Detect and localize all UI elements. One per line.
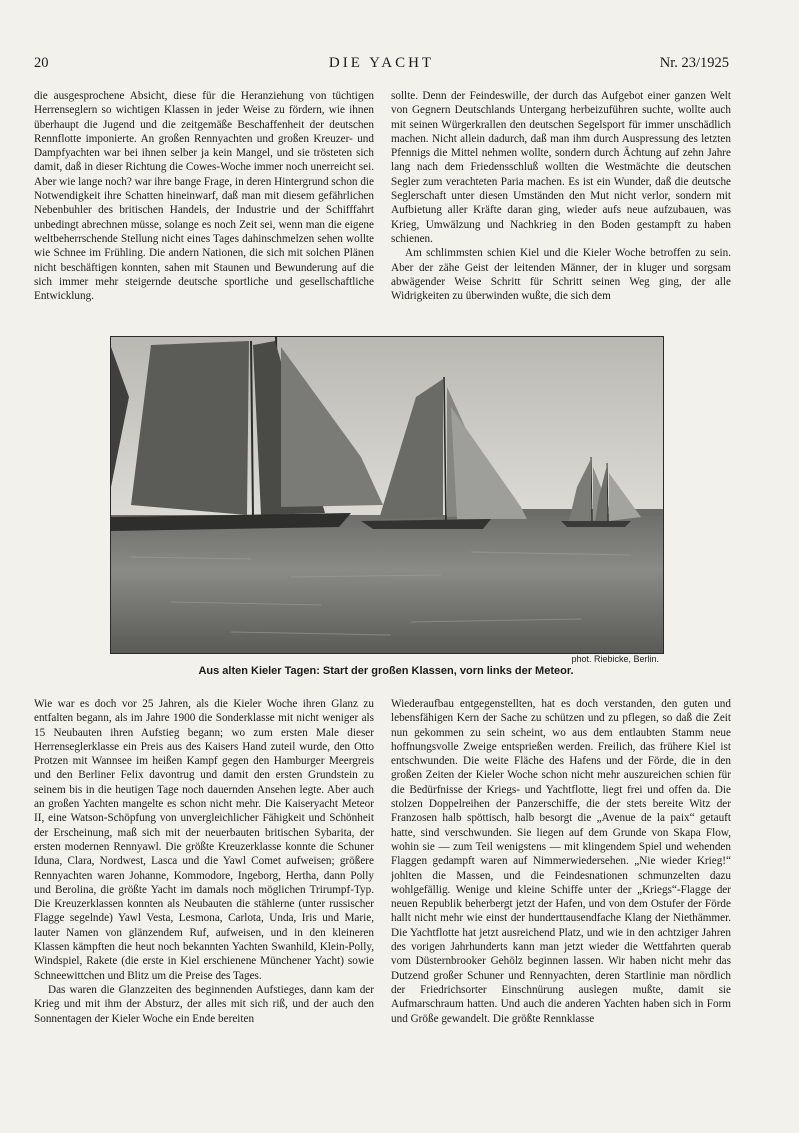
photo-yachts-regatta bbox=[110, 336, 664, 654]
column-top-left bbox=[34, 89, 374, 319]
paragraph: sollte. Denn der Feindeswille, der durch das Aufgebot einer ganzen Welt von Gegnern Deutschlands Untergang herbeizuführen suchte, wollte auch mit seinen Würgerkrallen den deutschen Segelsport für immer unschädlich machen. Nicht allein dadurch, daß man ihm durch Auspressung des letzten Pfennigs die Mittel nehmen wollte, sondern durch Ächtung auf zehn Jahre lang nach dem Friedensschluß wollten die Westmächte die deutschen Segler zum verachteten Paria machen. Es ist ein Wunder, daß die deutsche Seglerschaft unter diesen Umständen den Mut nicht verlor, sondern mit Aufbietung aller Kräfte daran ging, wieder aufs neue aufzubauen, was Krieg, Umwälzung und Nachkrieg in den Boden gestampft zu haben schienen. bbox=[391, 90, 731, 245]
column-bottom-left bbox=[34, 697, 374, 1097]
paragraph: die ausgesprochene Absicht, diese für die Heranziehung von tüchtigen Herrenseglern so wichtigen Klassen in jeder Weise zu fördern, wie ihnen überhaupt die Jugend und die zeitgemäße Beschaffenheit der deutschen Rennflotte imponierte. An großen Rennyachten und großen Kreuzer- und Dampfyachten war bei ihnen selber ja kein Mangel, und sie trösteten sich damit, daß in dieser Richtung die Cowes-Woche immer noch unerreicht sei. Aber wie lange noch? war ihre bange Frage, in deren Hintergrund schon die Notwendigkeit ihre Schatten hineinwarf, daß man mit diesem gefährlichen Nebenbuhler des britischen Handels, der Industrie und der Schifffahrt unbedingt abrechnen müsse, solange es noch Zeit sei, wenn man die eigene weltbeherrschende Stellung nicht eines Tages dahinschmelzen sehen wollte wie Schnee im Frühling. Die andern Nationen, die sich mit solchen Plänen nicht beschäftigen konnten, sahen mit Staunen und Bewunderung auf die sich immer mehr steigernde deutsche sportliche und gesellschaftliche Entwicklung. bbox=[34, 90, 374, 303]
figure-caption: Aus alten Kieler Tagen: Start der großen Klassen, vorn links der Meteor. bbox=[198, 665, 574, 677]
column-top-right bbox=[391, 89, 731, 319]
paragraph: Das waren die Glanzzeiten des beginnenden Aufstieges, dann kam der Krieg und mit ihm der Absturz, der alles mit sich riß, und der auch den Sonnentagen der Kieler Woche ein Ende bereiten bbox=[34, 983, 374, 1025]
magazine-title: DIE YACHT bbox=[328, 55, 435, 71]
column-bottom-right bbox=[391, 697, 731, 1097]
issue-number: Nr. 23/1925 bbox=[659, 55, 729, 71]
paragraph: Wiederaufbau entgegenstellten, hat es doch verstanden, den guten und lebensfähigen Kern der Sache zu schützen und zu pflegen, so daß die Zeit nun gekommen zu sein scheint, wo aus dem entlaubten Stamm neue hoffnungsvolle Zweige entsprießen werden. Freilich, das frühere Kiel ist entschwunden. Die weite Fläche des Hafens und der Förde, die in den großen Zeiten der Kieler Woche schon nicht mehr auszureichen schien für die Bedürfnisse der Kriegs- und Yachtflotte, liegt frei und offen da. Die stolzen Doppelreihen der Panzerschiffe, die der stets bereite Witz der Franzosen halb spöttisch, halb besorgt die „Avenue de la paix“ getauft hatte, sind verschwunden. Sie liegen auf dem Grunde von Skapa Flow, wohin sie — zum Teil wenigstens — mit klingendem Spiel und wehenden Flaggen gedampft waren auf Nimmerwiedersehen. „Nie wieder Krieg!“ johlten die Massen, und die Feindesnationen schmunzelten dazu wohlgefällig. Wenige und kleine Schiffe unter der „Kriegs“-Flagge der neuen Republik beherbergt jetzt der Hafen, und von dem Ostufer der Förde hallt nicht mehr wie einst der hunderttausendfache Klang der Niethämmer. Die Yachtflotte hat jetzt ausreichend Platz, und wie in den achtziger Jahren des vorigen Jahrhunderts kann man jetzt wieder die Wettfahrten querab vom Düsternbrooker Gehölz beginnen lassen. Wir haben nicht mehr das Dutzend großer Schuner und Rennyachten, deren Startlinie man nördlich der Friedrichsorter Einschnürung auslegen mußte, damit sie Aufmarschraum hatten. Und auch die anderen Yachten haben sich in Form und Größe gewandelt. Die größte Rennklasse bbox=[391, 698, 731, 1025]
photo-credit: phot. Riebicke, Berlin. bbox=[571, 654, 659, 664]
paragraph: Wie war es doch vor 25 Jahren, als die Kieler Woche ihren Glanz zu entfalten begann, als im Jahre 1900 die Sonderklasse mit nicht weniger als 15 Neubauten ihren Aufstieg begann; wo zum ersten Male dieser Herrenseglerklasse ein Preis aus des Kaisers Hand zuteil wurde, den Otto Protzen mit Wannsee im heißen Kampf gegen den Hamburger Meergreis und den Berliner Felix davontrug und damit den ersten Grundstein zu seinem bis in die heutigen Tage noch dauernden Ansehen legte. Aber auch an großen Yachten mangelte es schon nicht mehr. Die Kaiseryacht Meteor II, eine Watson-Schöpfung von unvergleichlicher Fähigkeit und Schönheit der Erscheinung, maß sich mit der neuerbauten britischen Sybarita, der ersten modernen Rennyawl. Die größte Kreuzerklasse konnte die Schuner Iduna, Clara, Nordwest, Lasca und die Yawl Comet aufweisen; größere Rennyachten waren Johanne, Kommodore, Ingeborg, Hertha, dann Polly und Berolina, die größte Yacht im damals noch möglichen Trirumpf-Typ. Die Kreuzerklassen konnten als Neubauten die stählerne (unter russischer Flagge segelnde) Yawl Vesta, Lesmona, Carlota, Unda, Iris und Marie, lauter Namen von glänzendem Ruf, aufweisen, und in den kleineren Klassen kämpften die heut noch bekannten Yachten Swanhild, Klein-Polly, Windspiel, Rakete (die erste in Kiel erschienene Münchener Yacht) sowie Schneewittchen und Blitz um die Preise des Tages. bbox=[34, 698, 374, 982]
page-header bbox=[34, 55, 729, 77]
page-number: 20 bbox=[34, 55, 49, 71]
paragraph: Am schlimmsten schien Kiel und die Kieler Woche betroffen zu sein. Aber der zähe Geist der leitenden Männer, der in kluger und sorgsam abwägender Weise Schritt für Schritt seinen Weg ging, der alle Widrigkeiten zu überwinden wußte, die sich dem bbox=[391, 247, 731, 303]
